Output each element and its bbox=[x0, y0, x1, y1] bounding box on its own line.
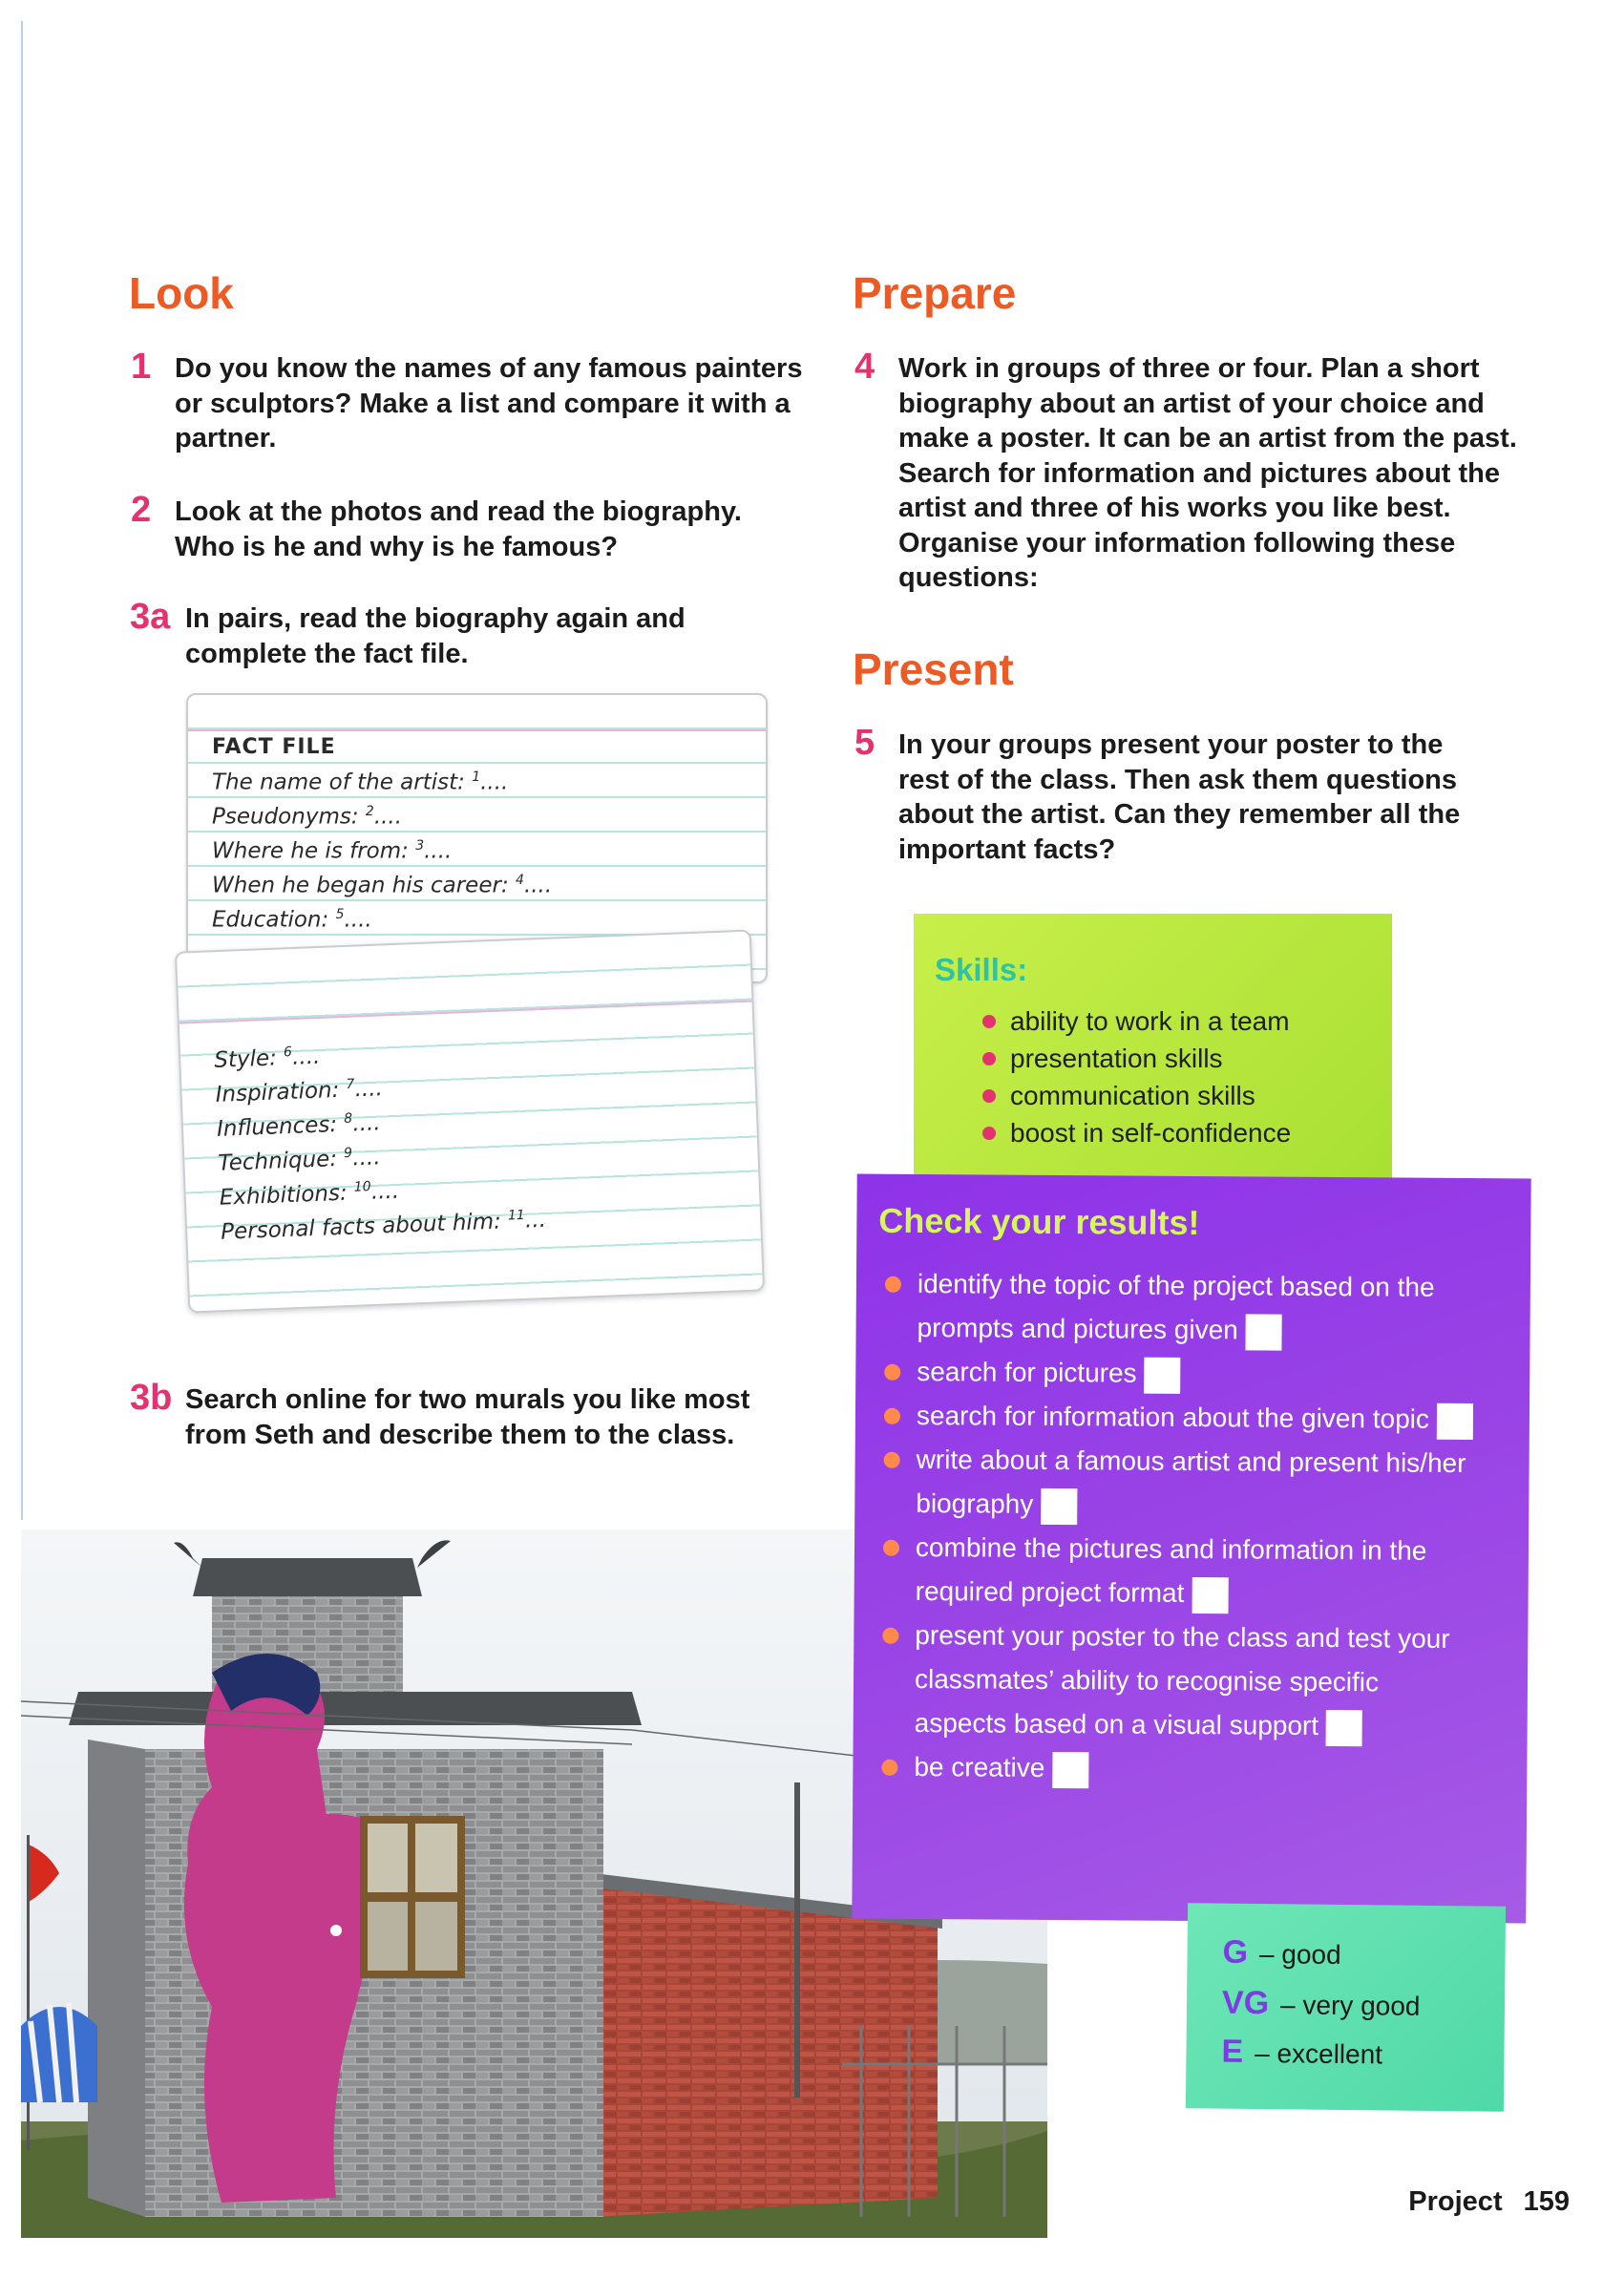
fact-file-line: Personal facts about him: $^{11}$... bbox=[220, 1207, 547, 1245]
skills-item: ability to work in a team bbox=[982, 1002, 1291, 1040]
skills-item: boost in self-confidence bbox=[982, 1114, 1291, 1151]
question-3b bbox=[130, 1378, 796, 1452]
question-number: 5 bbox=[854, 723, 875, 763]
rating-box[interactable] bbox=[1246, 1314, 1282, 1350]
fact-file-line: Influences: $^8$.... bbox=[216, 1110, 382, 1142]
fact-file-line: The name of the artist: $^1$.... bbox=[212, 770, 509, 795]
rating-box[interactable] bbox=[1041, 1488, 1077, 1525]
check-results-box bbox=[852, 1174, 1530, 1924]
key-good: G – good bbox=[1222, 1933, 1341, 1971]
question-text: Look at the photos and read the biography. Who is he and why is he famous? bbox=[175, 496, 742, 562]
rating-box[interactable] bbox=[1144, 1357, 1180, 1393]
prepare-heading: Prepare bbox=[853, 268, 1017, 318]
present-heading: Present bbox=[853, 644, 1014, 694]
fact-file-line: Where he is from: $^3$.... bbox=[212, 838, 453, 864]
margin-line bbox=[21, 21, 23, 1520]
check-item: search for pictures bbox=[855, 1350, 1476, 1399]
fact-file-line: Pseudonyms: $^2$.... bbox=[212, 804, 403, 830]
skills-item: presentation skills bbox=[982, 1040, 1291, 1077]
check-results-list bbox=[853, 1262, 1477, 1794]
question-text: In your groups present your poster to the rest of the class. Then ask them questions about the artist. Can they remember all the important facts? bbox=[898, 729, 1461, 865]
rating-box[interactable] bbox=[1052, 1752, 1088, 1788]
fact-file-line: Exhibitions: $^{10}$.... bbox=[219, 1178, 400, 1211]
question-5 bbox=[854, 723, 1500, 867]
skills-item: communication skills bbox=[982, 1077, 1291, 1114]
fact-file-line: When he began his career: $^4$.... bbox=[212, 873, 553, 898]
card-margin-line bbox=[179, 1001, 752, 1024]
footer-section: Project bbox=[1408, 2186, 1503, 2217]
question-number: 1 bbox=[131, 347, 152, 387]
question-3a bbox=[130, 597, 758, 671]
page-number: 159 bbox=[1523, 2186, 1570, 2217]
check-item: present your poster to the class and test your classmates’ ability to recognise specific aspects based on a visual support bbox=[854, 1614, 1475, 1750]
question-text: Work in groups of three or four. Plan a short biography about an artist of your choice and make a poster. It can be an artist from the past. Search for information and pictures about the artist and three of his works you like best. Organise your information following these questions: bbox=[898, 353, 1517, 593]
skills-list bbox=[982, 1002, 1291, 1151]
check-results-title: Check your results! bbox=[878, 1200, 1200, 1243]
fact-file-line: Inspiration: $^7$.... bbox=[215, 1076, 384, 1107]
question-2 bbox=[131, 490, 786, 564]
question-4 bbox=[854, 347, 1529, 596]
question-number: 4 bbox=[854, 347, 875, 387]
rating-key-box bbox=[1186, 1903, 1506, 2111]
question-text: Search online for two murals you like most from Seth and describe them to the class. bbox=[185, 1384, 750, 1450]
page-footer bbox=[1387, 2186, 1570, 2218]
fact-file-line: Education: $^5$.... bbox=[212, 907, 372, 933]
check-item: identify the topic of the project based on the prompts and pictures given bbox=[855, 1262, 1477, 1355]
fact-file-line: Technique: $^9$.... bbox=[218, 1145, 381, 1176]
check-item: be creative bbox=[853, 1745, 1473, 1794]
skills-title: Skills: bbox=[935, 952, 1028, 987]
question-1 bbox=[131, 347, 805, 456]
rating-box[interactable] bbox=[1192, 1577, 1228, 1614]
fact-file-card-2 bbox=[175, 930, 765, 1314]
check-item: combine the pictures and information in the required project format bbox=[854, 1526, 1476, 1618]
check-item: search for information about the given topic bbox=[855, 1394, 1476, 1443]
question-number: 2 bbox=[131, 490, 152, 530]
key-very-good: VG – very good bbox=[1221, 1984, 1421, 2022]
card-margin-line bbox=[188, 729, 766, 731]
question-text: Do you know the names of any famous painters or sculptors? Make a list and compare it with a partner. bbox=[175, 353, 803, 453]
question-text: In pairs, read the biography again and complete the fact file. bbox=[185, 603, 685, 669]
question-number: 3a bbox=[130, 597, 171, 637]
question-number: 3b bbox=[130, 1378, 173, 1418]
key-excellent: E – excellent bbox=[1221, 2033, 1383, 2070]
check-item: write about a famous artist and present his/her biography bbox=[854, 1438, 1476, 1530]
look-heading: Look bbox=[129, 268, 234, 318]
rating-box[interactable] bbox=[1326, 1710, 1362, 1746]
rating-box[interactable] bbox=[1437, 1403, 1473, 1439]
skills-box bbox=[914, 914, 1392, 1179]
fact-file-title: FACT FILE bbox=[212, 735, 336, 759]
fact-file-line: Style: $^6$.... bbox=[213, 1044, 321, 1073]
